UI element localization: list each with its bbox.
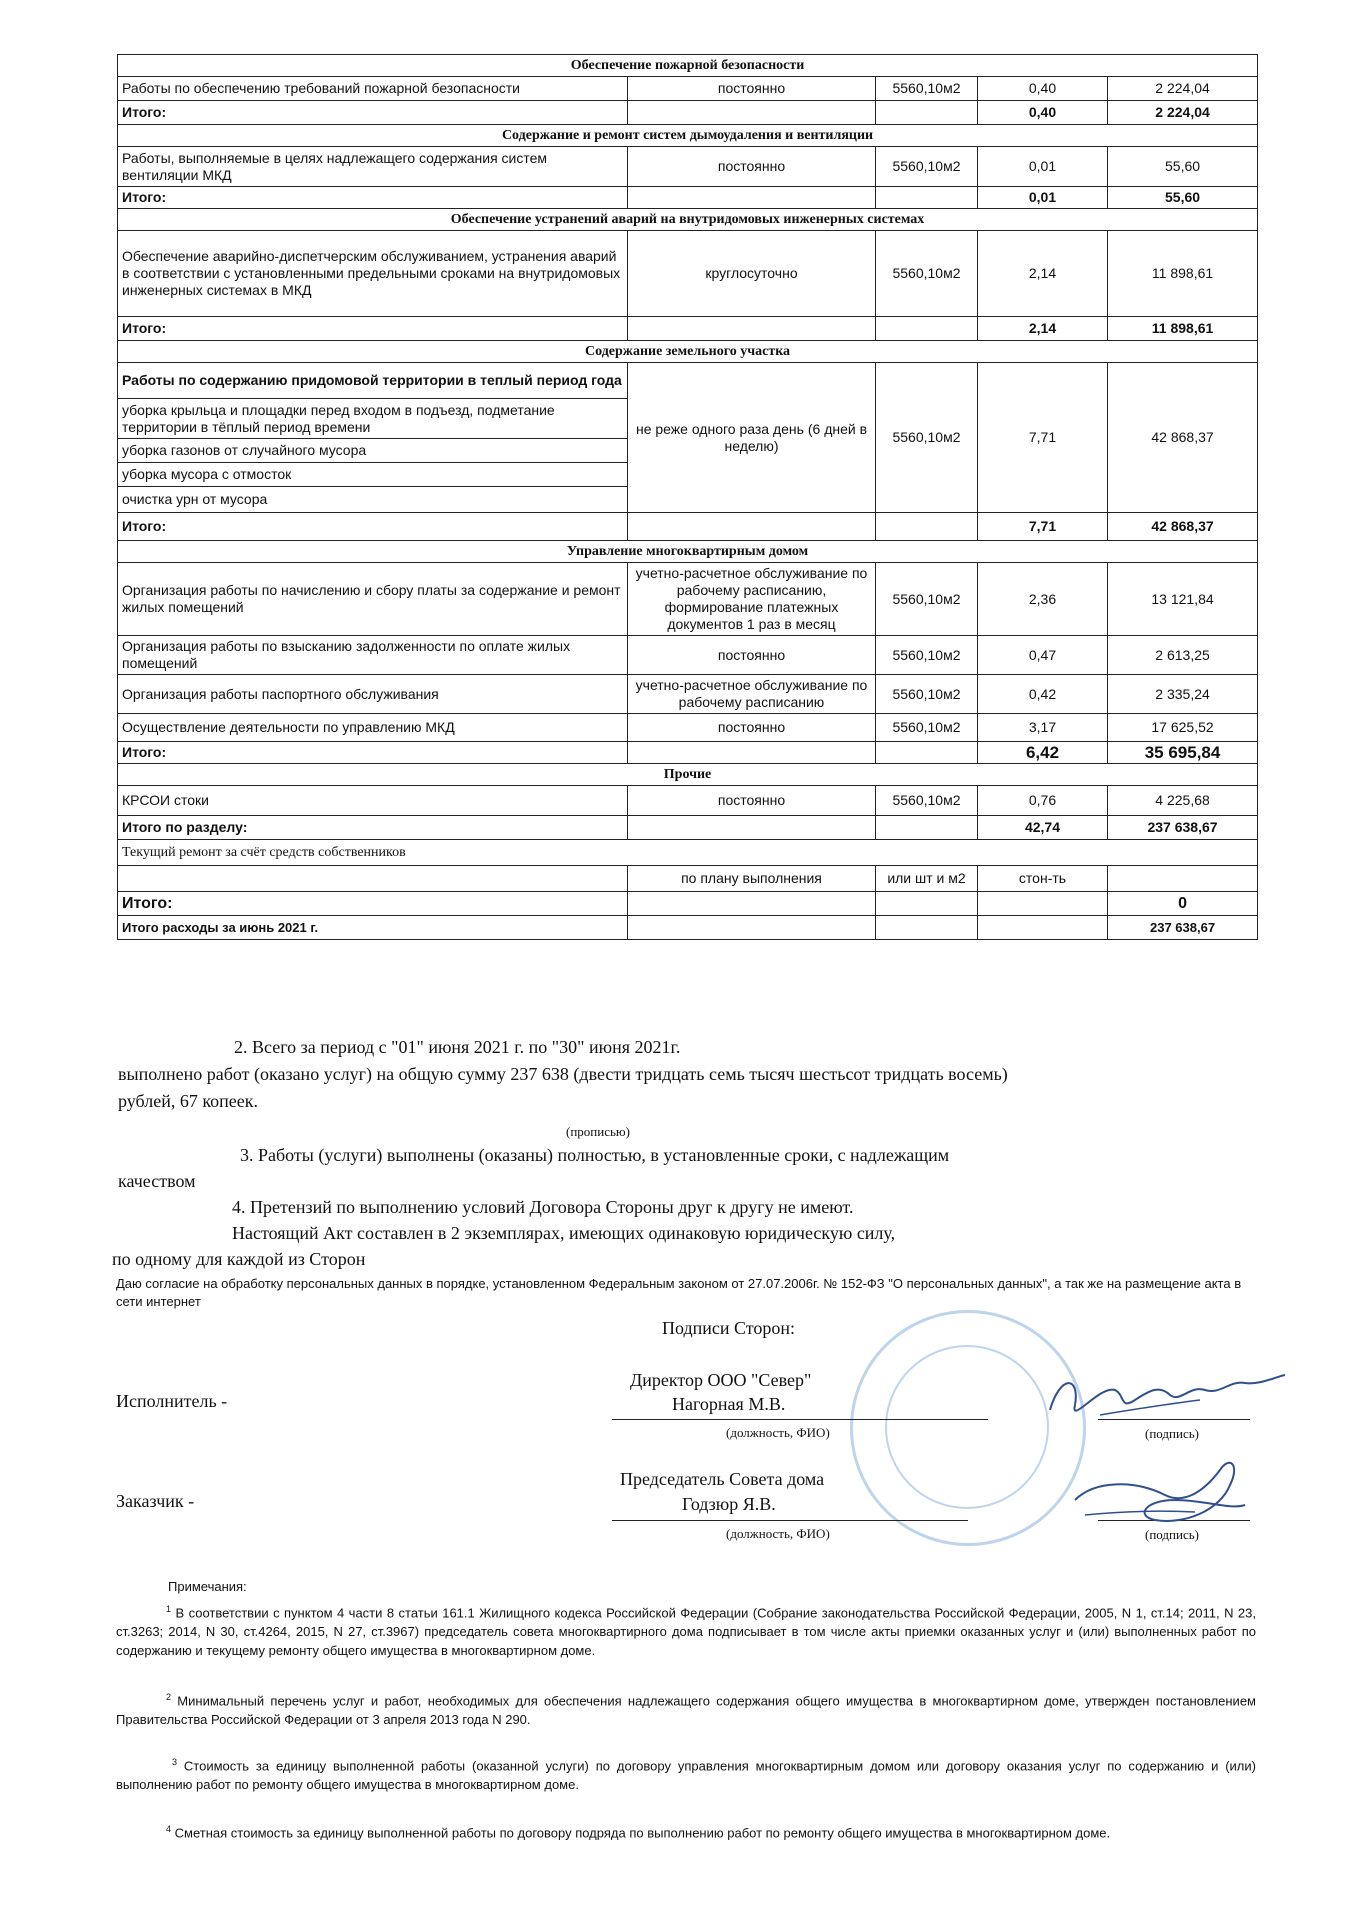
work-cell: Организация работы паспортного обслуживания [118,675,628,714]
cost-cell: 4 225,68 [1108,786,1258,816]
section-title: Прочие [118,764,1258,786]
footnote-2: $^2$ Минимальный перечень услуг и работ, необходимых для обеспечения надлежащего содержания общего имущества в многоквартирном доме, утвержден постановлением Правительства Российской Федерации от 3 апреля 2013 года N 290. [116,1692,1256,1728]
total-cost: 55,60 [1108,187,1258,209]
work-cell: Работы по обеспечению требований пожарной безопасности [118,77,628,101]
total-label: Итого: [118,187,628,209]
work-cell: уборка мусора с отмосток [118,463,628,487]
section-title: Содержание земельного участка [118,341,1258,363]
customer-position-line [612,1520,968,1521]
cost-cell: 2 335,24 [1108,675,1258,714]
work-cell: уборка крыльца и площадки перед входом в подъезд, подметание территории в тёплый период времени [118,399,628,439]
unit-cell: 5560,10м2 [876,563,978,636]
freq-cell: постоянно [628,786,876,816]
total-label: Итого: [118,317,628,341]
work-cell: очистка урн от мусора [118,487,628,513]
freq-cell: постоянно [628,147,876,187]
grand-total-row [118,916,1258,940]
unit-cell: 5560,10м2 [876,77,978,101]
total-label: Итого: [118,513,628,541]
total-rate: 0,40 [978,101,1108,125]
total-cost: 2 224,04 [1108,101,1258,125]
total-row [118,513,1258,541]
paragraph-2-line3: рублей, 67 копеек. [118,1091,259,1111]
section-total-rate: 42,74 [978,816,1108,840]
rate-cell: 0,42 [978,675,1108,714]
signatures-header: Подписи Сторон: [662,1318,796,1338]
work-cell: Организация работы по начислению и сбору платы за содержание и ремонт жилых помещений [118,563,628,636]
work-cell: Осуществление деятельности по управлению МКД [118,714,628,742]
customer-label: Заказчик - [116,1491,195,1511]
services-table [117,54,1258,940]
total-row [118,101,1258,125]
paragraph-5-line2: по одному для каждой из Сторон [112,1249,366,1269]
customer-signature [1055,1440,1255,1550]
total-cost: 42 868,37 [1108,513,1258,541]
grand-total-label: Итого расходы за июнь 2021 г. [118,916,628,940]
work-cell: Работы, выполняемые в целях надлежащего содержания систем вентиляции МКД [118,147,628,187]
footnote-4: $^4$ Сметная стоимость за единицу выполненной работы по договору подряда по выполнению работ по ремонту общего имущества в многоквартирном доме. [166,1824,1111,1841]
section-title: Обеспечение устранений аварий на внутридомовых инженерных системах [118,209,1258,231]
repair-total-label: Итого: [118,892,628,916]
total-label: Итого: [118,101,628,125]
repair-col-unit: или шт и м2 [876,866,978,892]
table-row [118,675,1258,714]
footnote-3: $^3$ Стоимость за единицу выполненной работы (оказанной услуги) по договору управления многоквартирным домом или договору оказания услуг по содержанию и (или) выполнению работ по ремонту общего имущества в многоквартирном доме. [116,1757,1256,1793]
unit-cell: 5560,10м2 [876,714,978,742]
paragraph-2-line1: 2. Всего за период с "01" июня 2021 г. по "30" июня 2021г. [234,1037,681,1057]
unit-cell: 5560,10м2 [876,231,978,317]
cost-cell: 2 224,04 [1108,77,1258,101]
total-rate: 7,71 [978,513,1108,541]
paragraph-3-line2: качеством [118,1171,196,1191]
paragraph-2-line2: выполнено работ (оказано услуг) на общую сумму 237 638 (двести тридцать семь тысяч шестьсот тридцать восемь) [118,1064,1008,1084]
section-total-cost: 237 638,67 [1108,816,1258,840]
total-row [118,816,1258,840]
executor-position: Директор ООО "Север" [630,1370,812,1390]
paragraph-5-line1: Настоящий Акт составлен в 2 экземплярах, имеющих одинаковую юридическую силу, [232,1223,896,1243]
executor-name: Нагорная М.В. [672,1394,786,1414]
freq-cell: постоянно [628,636,876,675]
propisyu-caption: (прописью) [566,1124,630,1139]
customer-signature-caption: (подпись) [1145,1527,1199,1542]
repair-col-plan: по плану выполнения [628,866,876,892]
total-rate: 6,42 [978,742,1108,764]
unit-cell: 5560,10м2 [876,636,978,675]
rate-cell: 0,01 [978,147,1108,187]
table-row [118,714,1258,742]
work-cell: КРСОИ стоки [118,786,628,816]
unit-cell: 5560,10м2 [876,675,978,714]
customer-position-caption: (должность, ФИО) [726,1526,830,1541]
section-title: Управление многоквартирным домом [118,541,1258,563]
rate-cell: 3,17 [978,714,1108,742]
cost-cell: 17 625,52 [1108,714,1258,742]
unit-cell: 5560,10м2 [876,147,978,187]
total-cost: 11 898,61 [1108,317,1258,341]
executor-signature-caption: (подпись) [1145,1426,1199,1441]
freq-cell: постоянно [628,714,876,742]
table-row [118,77,1258,101]
repair-col-cost: стон-ть [978,866,1108,892]
freq-cell: круглосуточно [628,231,876,317]
executor-label: Исполнитель - [116,1391,228,1411]
work-cell: Организация работы по взысканию задолженности по оплате жилых помещений [118,636,628,675]
unit-cell: 5560,10м2 [876,786,978,816]
cost-cell: 55,60 [1108,147,1258,187]
total-row [118,742,1258,764]
cost-cell: 11 898,61 [1108,231,1258,317]
cost-cell: 42 868,37 [1108,363,1258,513]
customer-position: Председатель Совета дома [620,1469,825,1489]
footnote-1: $^1$ В соответствии с пунктом 4 части 8 статьи 161.1 Жилищного кодекса Российской Федерации (Собрание законодательства Российской Федерации, 2005, N 1, ст.14; 2011, N 23, ст.3263; 2014, N 30, ст.4264, 2015, N 27, ст.3967) председатель совета многоквартирного дома подписывает в том числе акты приемки оказанных услуг и (или) выполненных работ по содержанию и текущему ремонту общего имущества в многоквартирном доме. [116,1604,1256,1659]
freq-cell: не реже одного раза день (6 дней в неделю) [628,363,876,513]
cost-cell: 2 613,25 [1108,636,1258,675]
repair-total-value: 0 [1108,892,1258,916]
repair-header-row [118,866,1258,892]
total-cost: 35 695,84 [1108,742,1258,764]
section-title: Обеспечение пожарной безопасности [118,55,1258,77]
table-row [118,563,1258,636]
total-rate: 2,14 [978,317,1108,341]
customer-name: Годзюр Я.В. [682,1494,776,1514]
subhead-cell: Работы по содержанию придомовой территории в теплый период года [118,363,628,399]
work-cell: Обеспечение аварийно-диспетчерским обслуживанием, устранения аварий в соответствии с установленными предельными сроками на внутридомовых инженерных системах в МКД [118,231,628,317]
executor-position-line [612,1419,988,1420]
repair-total-row [118,892,1258,916]
rate-cell: 2,36 [978,563,1108,636]
table-row [118,363,1258,399]
section-title: Содержание и ремонт систем дымоудаления и вентиляции [118,125,1258,147]
total-row [118,317,1258,341]
rate-cell: 7,71 [978,363,1108,513]
total-label: Итого: [118,742,628,764]
total-rate: 0,01 [978,187,1108,209]
freq-cell: постоянно [628,77,876,101]
rate-cell: 0,40 [978,77,1108,101]
table-row [118,636,1258,675]
section-total-label: Итого по разделу: [118,816,628,840]
cost-cell: 13 121,84 [1108,563,1258,636]
table-row [118,231,1258,317]
executor-signature [1040,1355,1290,1435]
paragraph-3-line1: 3. Работы (услуги) выполнены (оказаны) полностью, в установленные сроки, с надлежащим [240,1145,950,1165]
table-row [118,786,1258,816]
executor-position-caption: (должность, ФИО) [726,1425,830,1440]
freq-cell: учетно-расчетное обслуживание по рабочему расписанию [628,675,876,714]
freq-cell: учетно-расчетное обслуживание по рабочему расписанию, формирование платежных документов 1 раз в месяц [628,563,876,636]
rate-cell: 2,14 [978,231,1108,317]
rate-cell: 0,47 [978,636,1108,675]
paragraph-4: 4. Претензий по выполнению условий Договора Стороны друг к другу не имеют. [232,1197,854,1217]
seal-stamp-inner [885,1345,1049,1509]
total-row [118,187,1258,209]
repair-caption: Текущий ремонт за счёт средств собственников [118,840,1258,866]
unit-cell: 5560,10м2 [876,363,978,513]
grand-total-value: 237 638,67 [1108,916,1258,940]
work-cell: уборка газонов от случайного мусора [118,439,628,463]
consent-text: Даю согласие на обработку персональных данных в порядке, установленном Федеральным законом от 27.07.2006г. № 152-ФЗ "О персональных данных", а так же на размещение акта в сети интернет [116,1276,1242,1309]
rate-cell: 0,76 [978,786,1108,816]
table-row [118,147,1258,187]
notes-title: Примечания: [168,1579,247,1594]
